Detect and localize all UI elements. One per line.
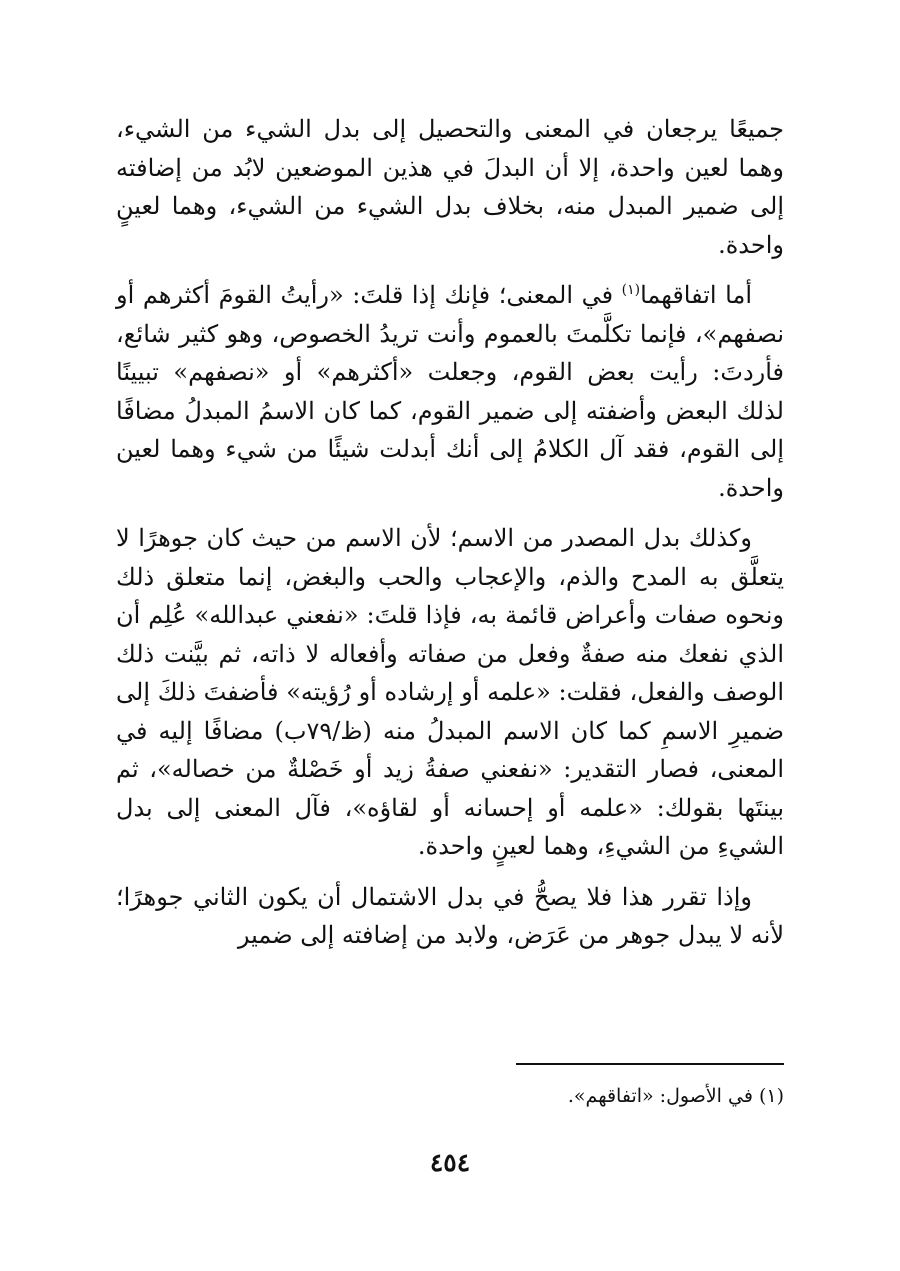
footnote: (١) في الأصول: «اتفاقهم». bbox=[567, 1085, 784, 1107]
paragraph-3: وكذلك بدل المصدر من الاسم؛ لأن الاسم من حيث كان جوهرًا لا يتعلَّق به المدح والذم، والإعجاب والحب والبغض، إنما متعلق ذلك ونحوه صفات وأعراض قائمة به، فإذا قلتَ: «نفعني عبدالله» عُلِم أن الذي نفعك منه صفةٌ وفعل من صفاته وأفعاله لا ذاته، ثم بيَّنت ذلك الوصف والفعل، فقلت: «علمه أو إرشاده أو رُؤيته» فأضفتَ ذلكَ إلى ضميرِ الاسمِ كما كان الاسم المبدلُ منه (ظ/٧٩ب) مضافًا إليه في المعنى، فصار التقدير: «نفعني صفةُ زيد أو خَصْلةٌ من خصاله»، ثم بينتَها بقولك: «علمه أو إحسانه أو لقاؤه»، فآل المعنى إلى بدل الشيءِ من الشيءِ، وهما لعينٍ واحدة. bbox=[116, 524, 784, 860]
paragraph-4: وإذا تقرر هذا فلا يصحُّ في بدل الاشتمال أن يكون الثاني جوهرًا؛ لأنه لا يبدل جوهر من عَرَض، ولابد من إضافته إلى ضمير bbox=[116, 882, 784, 949]
paragraph-2-start: أما اتفاقهما bbox=[640, 281, 752, 309]
page-body bbox=[116, 110, 784, 955]
footnote-separator bbox=[516, 1063, 784, 1065]
footnote-reference: (١) bbox=[621, 282, 641, 298]
paragraph-2-rest: في المعنى؛ فإنك إذا قلتَ: «رأيتُ القومَ أكثرهم أو نصفهم»، فإنما تكلَّمتَ بالعموم وأنت تريدُ الخصوص، وهو كثير شائع، فأردتَ: رأيت بعض القوم، وجعلت «أكثرهم» أو «نصفهم» تبيينًا لذلك البعض وأضفته إلى ضمير القوم، كما كان الاسمُ المبدلُ مضافًا إلى القوم، فقد آل الكلامُ إلى أنك أبدلت شيئًا من شيء وهما لعين واحدة. bbox=[116, 281, 784, 502]
paragraph-1: جميعًا يرجعان في المعنى والتحصيل إلى بدل الشيء من الشيء، وهما لعين واحدة، إلا أن البدلَ في هذين الموضعين لابُد من إضافته إلى ضمير المبدل منه، بخلاف بدل الشيء من الشيء، وهما لعينٍ واحدة. bbox=[116, 115, 784, 259]
paragraph-2 bbox=[116, 276, 784, 507]
page-number: ٤٥٤ bbox=[429, 1148, 471, 1177]
